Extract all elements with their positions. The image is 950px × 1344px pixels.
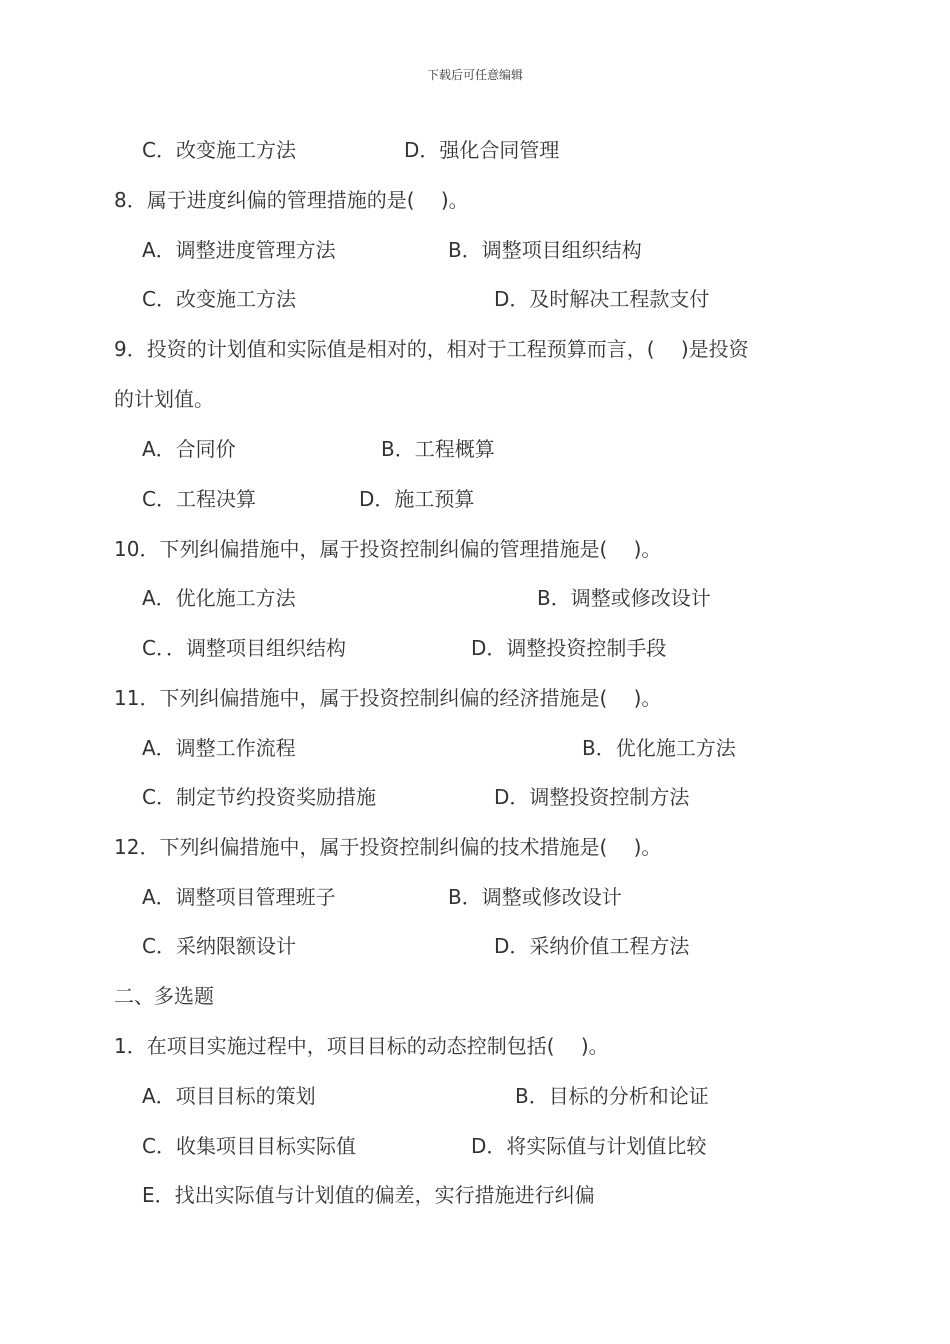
option-text: C．工程决算 (142, 487, 256, 511)
option-text: C．．调整项目组织结构 (142, 636, 346, 660)
option-text: D．调整投资控制方法 (494, 785, 690, 809)
question-text: 1．在项目实施过程中，项目目标的动态控制包括( )。 (114, 1034, 609, 1058)
question-text: 12．下列纠偏措施中，属于投资控制纠偏的技术措施是( )。 (114, 835, 662, 859)
question-text: 10．下列纠偏措施中，属于投资控制纠偏的管理措施是( )。 (114, 537, 662, 561)
option-text: D．施工预算 (359, 487, 475, 511)
option-text: D．将实际值与计划值比较 (471, 1134, 707, 1158)
option-text: D．强化合同管理 (404, 138, 560, 162)
option-text: E．找出实际值与计划值的偏差，实行措施进行纠偏 (142, 1183, 595, 1207)
option-text: B．调整或修改设计 (448, 885, 622, 909)
question-text: 11．下列纠偏措施中，属于投资控制纠偏的经济措施是( )。 (114, 686, 662, 710)
option-text: C．制定节约投资奖励措施 (142, 785, 376, 809)
option-text: C．收集项目目标实际值 (142, 1134, 356, 1158)
option-text: C．改变施工方法 (142, 287, 296, 311)
option-text: B．目标的分析和论证 (515, 1084, 709, 1108)
question-text: 9．投资的计划值和实际值是相对的，相对于工程预算而言，( )是投资 (114, 337, 749, 361)
option-text: C．采纳限额设计 (142, 934, 296, 958)
page-header: 下载后可任意编辑 (426, 68, 523, 82)
option-text: A．调整进度管理方法 (142, 238, 336, 262)
option-text: A．合同价 (142, 437, 236, 461)
option-text: A．项目目标的策划 (142, 1084, 316, 1108)
option-text: D．及时解决工程款支付 (494, 287, 710, 311)
option-text: A．优化施工方法 (142, 586, 296, 610)
option-text: A．调整项目管理班子 (142, 885, 336, 909)
option-text: B．调整或修改设计 (537, 586, 711, 610)
question-text: 二、多选题 (114, 984, 214, 1008)
question-text: 的计划值。 (114, 387, 214, 411)
option-text: B．工程概算 (381, 437, 495, 461)
option-text: C．改变施工方法 (142, 138, 296, 162)
option-text: A．调整工作流程 (142, 736, 296, 760)
question-text: 8．属于进度纠偏的管理措施的是( )。 (114, 188, 469, 212)
option-text: B．调整项目组织结构 (448, 238, 642, 262)
option-text: D．调整投资控制手段 (471, 636, 667, 660)
option-text: B．优化施工方法 (582, 736, 736, 760)
option-text: D．采纳价值工程方法 (494, 934, 690, 958)
